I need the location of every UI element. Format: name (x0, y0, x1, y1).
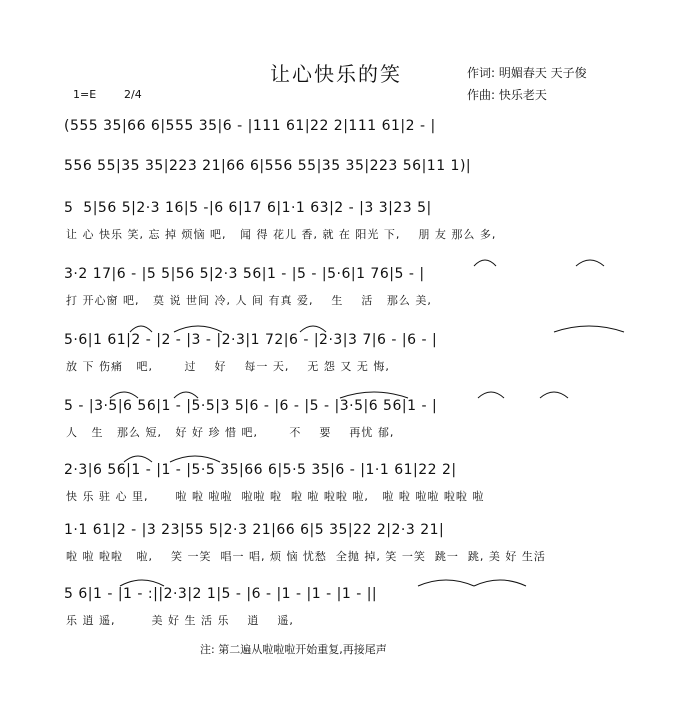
key-signature: 1=E (73, 88, 97, 101)
tie-arc (110, 392, 138, 398)
notation-line: (555 35|66 6|555 35|6 - |111 61|22 2|111 61|2 - | (64, 118, 436, 134)
tie-arc (478, 392, 504, 398)
tie-arc (120, 580, 164, 586)
time-signature: 2/4 (124, 88, 142, 101)
notation-line: 5 5|56 5|2·3 16|5 -|6 6|17 6|1·1 63|2 - |3 3|23 5| (64, 200, 432, 216)
lyricist-credit: 作词: 明媚春天 天子俊 (467, 66, 587, 80)
lyric-line: 乐 逍 遥, 美 好 生 活 乐 逍 遥, (66, 614, 294, 627)
tie-arc (474, 260, 496, 266)
tie-arc (340, 392, 408, 398)
tie-marks (64, 256, 644, 270)
lyric-line: 啦 啦 啦啦 啦, 笑 一笑 唱一 唱, 烦 恼 忧愁 全抛 掉, 笑 一笑 跳一 跳, 美 好 生活 (66, 550, 546, 563)
lyric-line: 让 心 快乐 笑, 忘 掉 烦恼 吧, 闻 得 花儿 香, 就 在 阳光 下, 朋 友 那么 多, (66, 228, 497, 241)
tie-arc (130, 326, 152, 332)
tie-arc (418, 580, 474, 586)
tie-marks (64, 576, 644, 590)
tie-arc (170, 456, 220, 462)
tie-marks (64, 388, 644, 402)
song-title: 让心快乐的笑 (270, 62, 402, 86)
notation-line: 2·3|6 56|1 - |1 - |5·5 35|66 6|5·5 35|6 - |1·1 61|22 2| (64, 462, 457, 478)
tie-arc (174, 392, 198, 398)
notation-line: 5·6|1 61|2 - |2 - |3 - |2·3|1 72|6 - |2·3|3 7|6 - |6 - | (64, 332, 438, 348)
tie-arc (576, 260, 604, 266)
lyric-line: 打 开心窗 吧, 莫 说 世间 冷, 人 间 有真 爱, 生 活 那么 美, (66, 294, 432, 307)
tie-arc (540, 392, 568, 398)
notation-line: 5 - |3·5|6 56|1 - |5·5|3 5|6 - |6 - |5 - |3·5|6 56|1 - | (64, 398, 438, 414)
lyric-line: 人 生 那么 短, 好 好 珍 惜 吧, 不 要 再忧 郁, (66, 426, 395, 439)
tie-arc (554, 326, 624, 332)
tie-arc (174, 326, 222, 332)
notation-line: 5 6|1 - |1 - :||2·3|2 1|5 - |6 - |1 - |1 - |1 - || (64, 586, 378, 602)
tie-arc (300, 326, 326, 332)
lyric-line: 快 乐 驻 心 里, 啦 啦 啦啦 啦啦 啦 啦 啦 啦啦 啦, 啦 啦 啦啦 啦啦 啦 (66, 490, 485, 503)
footnote: 注: 第二遍从啦啦啦开始重复,再接尾声 (200, 643, 387, 656)
tie-arc (124, 456, 152, 462)
tie-arc (474, 580, 526, 586)
tie-marks (64, 322, 644, 336)
lyric-line: 放 下 伤痛 吧, 过 好 每一 天, 无 怨 又 无 悔, (66, 360, 390, 373)
notation-line: 1·1 61|2 - |3 23|55 5|2·3 21|66 6|5 35|22 2|2·3 21| (64, 522, 445, 538)
tie-marks (64, 452, 644, 466)
composer-credit: 作曲: 快乐老天 (467, 88, 547, 102)
notation-line: 556 55|35 35|223 21|66 6|556 55|35 35|223 56|11 1)| (64, 158, 472, 174)
notation-line: 3·2 17|6 - |5 5|56 5|2·3 56|1 - |5 - |5·6|1 76|5 - | (64, 266, 425, 282)
